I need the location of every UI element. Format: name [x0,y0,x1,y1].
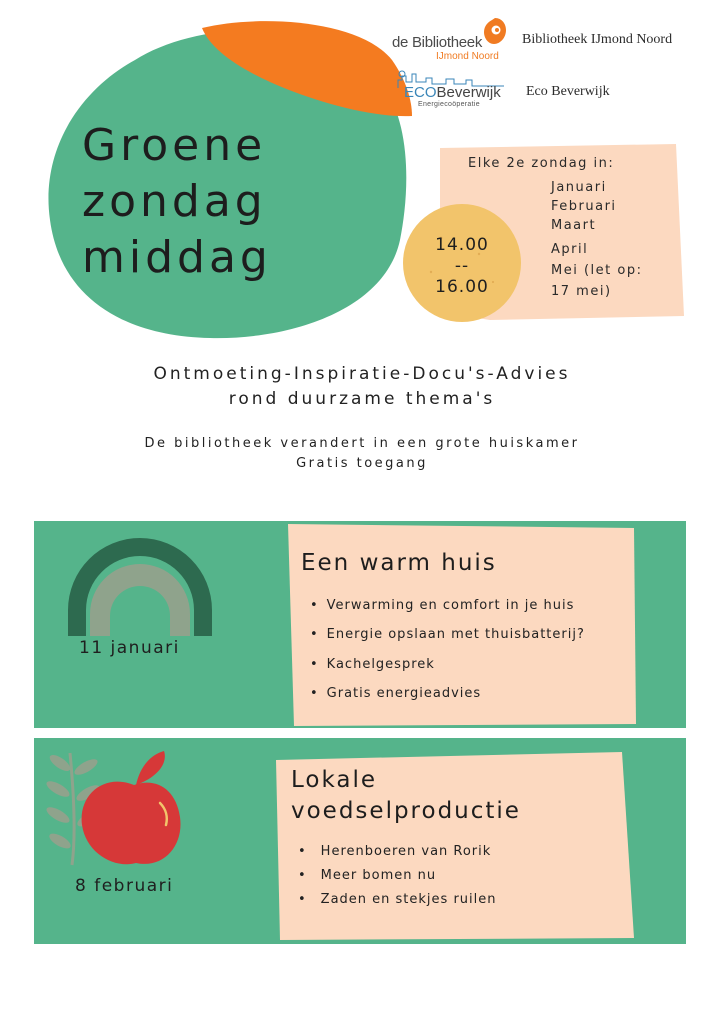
tagline-line-1: Ontmoeting-Inspiratie-Docu's-Advies [153,364,571,384]
title-line-2: zondag [82,176,267,227]
event-2-item-3 [298,893,497,906]
event-1-item-1-text: Verwarming en comfort in je huis [326,598,575,613]
event-1-item-3-text: Kachelgesprek [326,657,435,672]
eco-beverwijk-label: Eco Beverwijk [526,84,610,99]
event-2-item-1-text: Herenboeren van Rorik [320,844,492,859]
event-1-item-1 [310,599,574,612]
event-1-date: 11 januari [79,638,180,658]
bullet-icon: • [310,657,319,672]
event-1-item-4-text: Gratis energieadvies [326,686,482,701]
bullet-icon: • [310,627,319,642]
event-2-item-1 [298,845,491,858]
schedule-heading: Elke 2e zondag in: [468,156,615,171]
bibliotheek-logo-text: de Bibliotheek [392,34,483,51]
eco-logo-beverwijk: Beverwijk [436,84,501,101]
schedule-month-6: 17 mei) [551,284,612,299]
event-2-title-line-2: voedselproductie [291,798,521,824]
schedule-month-4: April [551,242,589,257]
time-end: 16.00 [435,277,489,297]
bullet-icon: • [298,892,307,907]
eco-beverwijk-logo-text [404,84,501,101]
event-2-title-line-1: Lokale [291,767,378,793]
subline-line-1: De bibliotheek verandert in een grote huiskamer [144,436,580,451]
bibliotheek-logo-icon [482,16,508,46]
title-line-3: middag [82,232,272,283]
event-1-item-2 [310,628,585,641]
bullet-icon: • [310,686,319,701]
subline-line-2: Gratis toegang [296,456,428,471]
bullet-icon: • [298,844,307,859]
bibliotheek-logo-subtext: IJmond Noord [436,51,499,62]
tagline-line-2: rond duurzame thema's [228,389,496,409]
schedule-month-5: Mei (let op: [551,263,643,278]
event-1-item-3 [310,658,435,671]
bibliotheek-label: Bibliotheek IJmond Noord [522,32,673,47]
event-2-date: 8 februari [75,876,174,896]
apple-with-branch-icon [44,745,194,871]
event-1-item-2-text: Energie opslaan met thuisbatterij? [326,627,585,642]
event-1-title: Een warm huis [301,550,497,576]
title-line-1: Groene [82,120,267,171]
schedule-month-2: Februari [551,199,617,214]
time-start: 14.00 [435,235,489,255]
event-2-item-2 [298,869,436,882]
schedule-month-1: Januari [551,180,607,195]
event-2-item-2-text: Meer bomen nu [320,868,437,883]
bullet-icon: • [310,598,319,613]
time-separator: -- [454,256,470,276]
rainbow-icon [60,530,220,640]
eco-beverwijk-logo-subtext: Energiecoöperatie [418,101,480,108]
event-1-item-4 [310,687,481,700]
eco-logo-eco: ECO [404,84,437,101]
schedule-month-3: Maart [551,218,597,233]
bullet-icon: • [298,868,307,883]
event-2-item-3-text: Zaden en stekjes ruilen [320,892,497,907]
